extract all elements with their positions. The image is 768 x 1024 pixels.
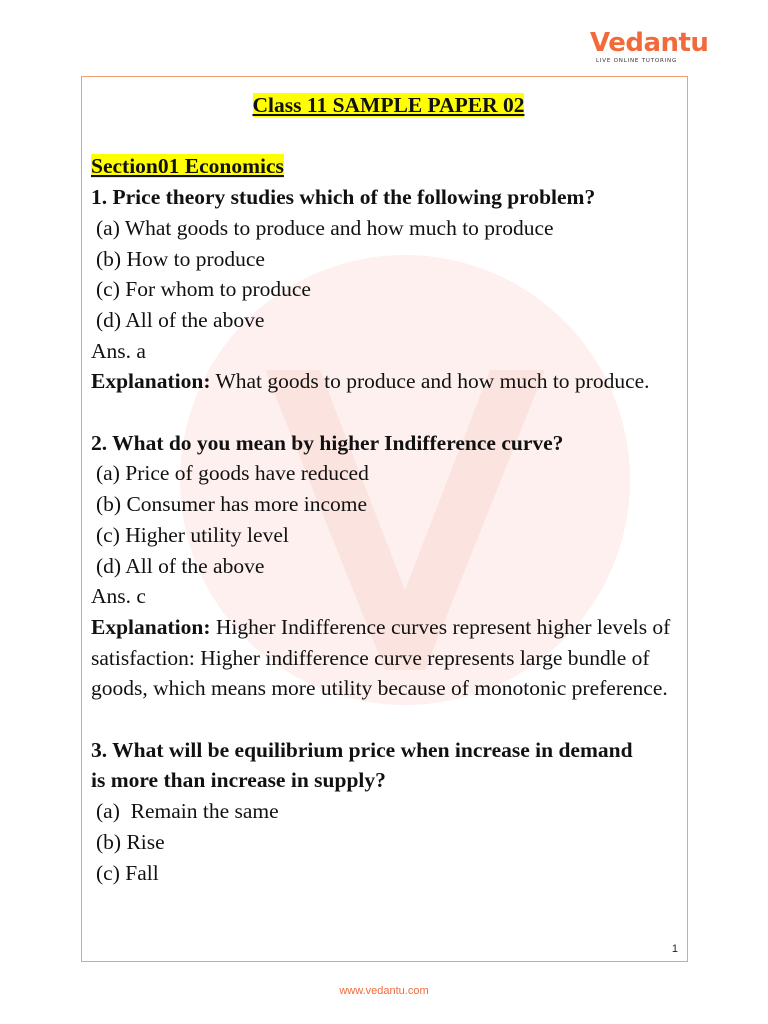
q2-option-c: (c) Higher utility level	[96, 522, 289, 547]
q1-option-c: (c) For whom to produce	[96, 277, 311, 302]
q1-option-a: (a) What goods to produce and how much to produce	[96, 215, 554, 240]
q1-answer: Ans. a	[91, 338, 146, 363]
q3-option-c: (c) Fall	[96, 860, 159, 885]
q1-option-b: (b) How to produce	[96, 246, 265, 271]
paper-content	[91, 90, 683, 888]
section-heading: Section01 Economics	[91, 154, 284, 179]
q1-option-d: (d) All of the above	[96, 307, 265, 332]
logo-wordmark: Vedantu	[590, 28, 709, 58]
q2-option-a: (a) Price of goods have reduced	[96, 461, 369, 486]
footer-url[interactable]: www.vedantu.com	[339, 985, 429, 997]
q2-explanation: Explanation: Higher Indifference curves represent higher levels of satisfaction: Higher indifference curve represents large bundle of goods, which means more utility because of monotonic preference.	[91, 614, 671, 701]
logo-tagline: LIVE ONLINE TUTORING	[596, 58, 678, 64]
q2-answer: Ans. c	[91, 584, 146, 609]
question-3-line-2: is more than increase in supply?	[91, 768, 386, 793]
question-3-line-1: 3. What will be equilibrium price when increase in demand	[91, 737, 633, 762]
question-1: 1. Price theory studies which of the following problem?	[91, 185, 596, 210]
q2-option-b: (b) Consumer has more income	[96, 492, 368, 517]
vedantu-logo	[590, 28, 709, 72]
q2-option-d: (d) All of the above	[96, 553, 265, 578]
q3-option-a: (a) Remain the same	[96, 799, 279, 824]
question-2: 2. What do you mean by higher Indifference curve?	[91, 430, 564, 455]
page-number: 1	[671, 943, 678, 955]
q3-option-b: (b) Rise	[96, 829, 165, 854]
q1-explanation: Explanation: What goods to produce and how much to produce.	[91, 369, 650, 394]
paper-title: Class 11 SAMPLE PAPER 02	[252, 93, 525, 117]
